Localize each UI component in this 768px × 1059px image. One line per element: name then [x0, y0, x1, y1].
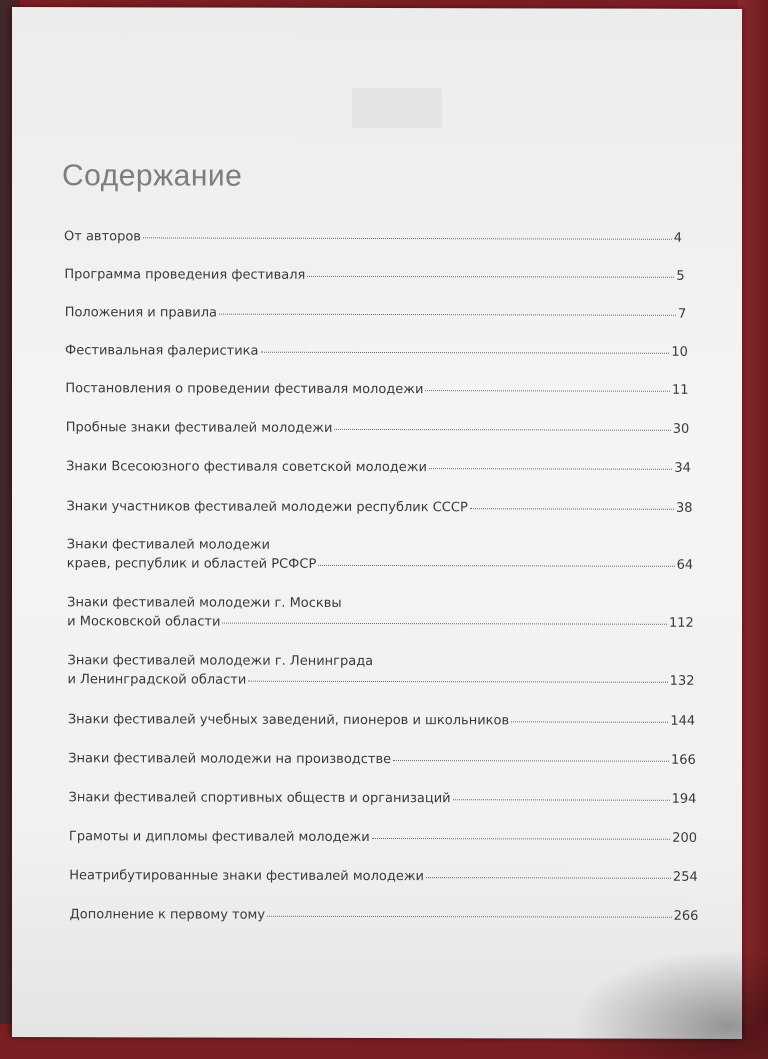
toc-entry: [69, 829, 697, 846]
toc-entry-label: Знаки фестивалей спортивных обществ и организаций: [68, 790, 451, 807]
toc-entry-row: [65, 305, 687, 322]
toc-entry-row: [64, 267, 684, 284]
toc-entry-label: Знаки участников фестивалей молодежи республик СССР: [66, 499, 468, 516]
toc-entry-row: [70, 907, 699, 924]
contents-title: Содержание: [62, 159, 243, 193]
toc-entry-page-number: 112: [669, 615, 694, 631]
toc-entry: [65, 305, 687, 322]
toc-entry-row: [65, 343, 688, 360]
toc-entry-page-number: 5: [676, 268, 685, 284]
toc-entry-label: и Московской области: [67, 614, 221, 630]
toc-entry-page-number: 254: [672, 869, 698, 885]
toc-entry-page-number: 64: [676, 557, 694, 573]
toc-entry: [65, 381, 688, 398]
dot-leader: [372, 837, 671, 840]
dot-leader: [426, 876, 671, 879]
toc-entry-row: [65, 381, 688, 398]
dot-leader: [261, 351, 670, 354]
toc-entry-row: [68, 712, 695, 729]
table-of-contents: [64, 217, 699, 924]
show-through-mark: [352, 88, 442, 128]
toc-entry-page-number: 11: [672, 382, 689, 398]
dot-leader: [511, 720, 668, 722]
toc-entry-page-number: 266: [673, 908, 699, 924]
toc-entry-label: Неатрибутированные знаки фестивалей молодежи: [69, 868, 425, 885]
toc-entry-page-number: 4: [673, 230, 682, 246]
dot-leader: [470, 507, 674, 510]
toc-entry-row: [66, 420, 690, 437]
toc-entry-row: [68, 672, 695, 689]
toc-entry-row: [69, 868, 698, 885]
background-right: [738, 0, 768, 1024]
dot-leader: [248, 680, 667, 683]
toc-entry: [67, 595, 694, 631]
toc-entry: [69, 790, 697, 807]
toc-entry: [67, 537, 693, 573]
toc-entry-label: и Ленинградской области: [67, 672, 247, 688]
dot-leader: [429, 467, 672, 470]
toc-entry-label: Пробные знаки фестивалей молодежи: [65, 420, 333, 436]
toc-entry-label: Грамоты и дипломы фестивалей молодежи: [68, 829, 370, 845]
dot-leader: [425, 389, 670, 392]
toc-entry-heading-line: Знаки фестивалей молодежи: [66, 537, 270, 553]
toc-entry: [66, 420, 690, 437]
toc-entry-row: [67, 614, 694, 631]
toc-entry-page-number: 30: [672, 421, 690, 437]
toc-entry: [65, 343, 688, 360]
toc-entry-page-number: 200: [672, 830, 698, 846]
dot-leader: [453, 798, 670, 801]
toc-entry-label: Дополнение к первому тому: [69, 907, 266, 923]
dot-leader: [143, 236, 672, 239]
toc-entry-page-number: 194: [671, 791, 697, 807]
toc-entry: [68, 712, 695, 729]
toc-entry: [66, 459, 691, 476]
dot-leader: [307, 275, 674, 278]
toc-entry: [68, 751, 696, 768]
toc-entry-page-number: 34: [674, 460, 691, 476]
toc-entry-row: [66, 499, 692, 516]
dot-leader: [334, 428, 670, 431]
toc-entry-row: [69, 790, 697, 807]
toc-entry: [64, 229, 682, 246]
toc-entry-label: краев, республик и областей РСФСР: [66, 556, 317, 572]
toc-entry-page-number: 132: [669, 673, 695, 689]
toc-entry-label: Знаки фестивалей молодежи на производстве: [68, 751, 392, 768]
toc-entry: [64, 267, 684, 284]
toc-entry-label: От авторов: [64, 229, 141, 245]
toc-entry-row: [69, 829, 697, 846]
toc-entry-page-number: 38: [675, 500, 693, 516]
dot-leader: [318, 564, 674, 567]
toc-entry-label: Программа проведения фестиваля: [64, 267, 306, 283]
toc-entry-label: Фестивальная фалеристика: [65, 343, 259, 359]
toc-entry-row: [64, 229, 682, 246]
toc-entry-label: Постановления о проведении фестиваля молодежи: [65, 381, 424, 398]
dot-leader: [267, 915, 672, 918]
toc-entry-row: [68, 751, 696, 768]
toc-entry-row: [66, 459, 691, 476]
toc-entry-heading-line: Знаки фестивалей молодежи г. Ленинграда: [67, 653, 374, 669]
toc-entry-label: Положения и правила: [64, 305, 217, 321]
dot-leader: [393, 759, 669, 762]
toc-entry-page-number: 166: [670, 752, 696, 768]
dot-leader: [219, 313, 676, 316]
toc-entry: [66, 499, 692, 516]
toc-entry: [70, 907, 699, 924]
toc-entry: [68, 653, 695, 689]
toc-entry: [69, 868, 698, 885]
toc-entry-page-number: 10: [671, 344, 688, 360]
toc-entry-label: Знаки фестивалей учебных заведений, пионеров и школьников: [67, 712, 510, 729]
toc-entry-row: [67, 556, 693, 573]
dot-leader: [222, 622, 667, 625]
shadow: [572, 949, 768, 1059]
book-page: [12, 7, 742, 1039]
toc-entry-page-number: 7: [678, 306, 687, 322]
toc-entry-page-number: 144: [670, 713, 696, 729]
toc-entry-label: Знаки Всесоюзного фестиваля советской молодежи: [66, 459, 427, 476]
toc-entry-heading-line: Знаки фестивалей молодежи г. Москвы: [67, 595, 342, 611]
